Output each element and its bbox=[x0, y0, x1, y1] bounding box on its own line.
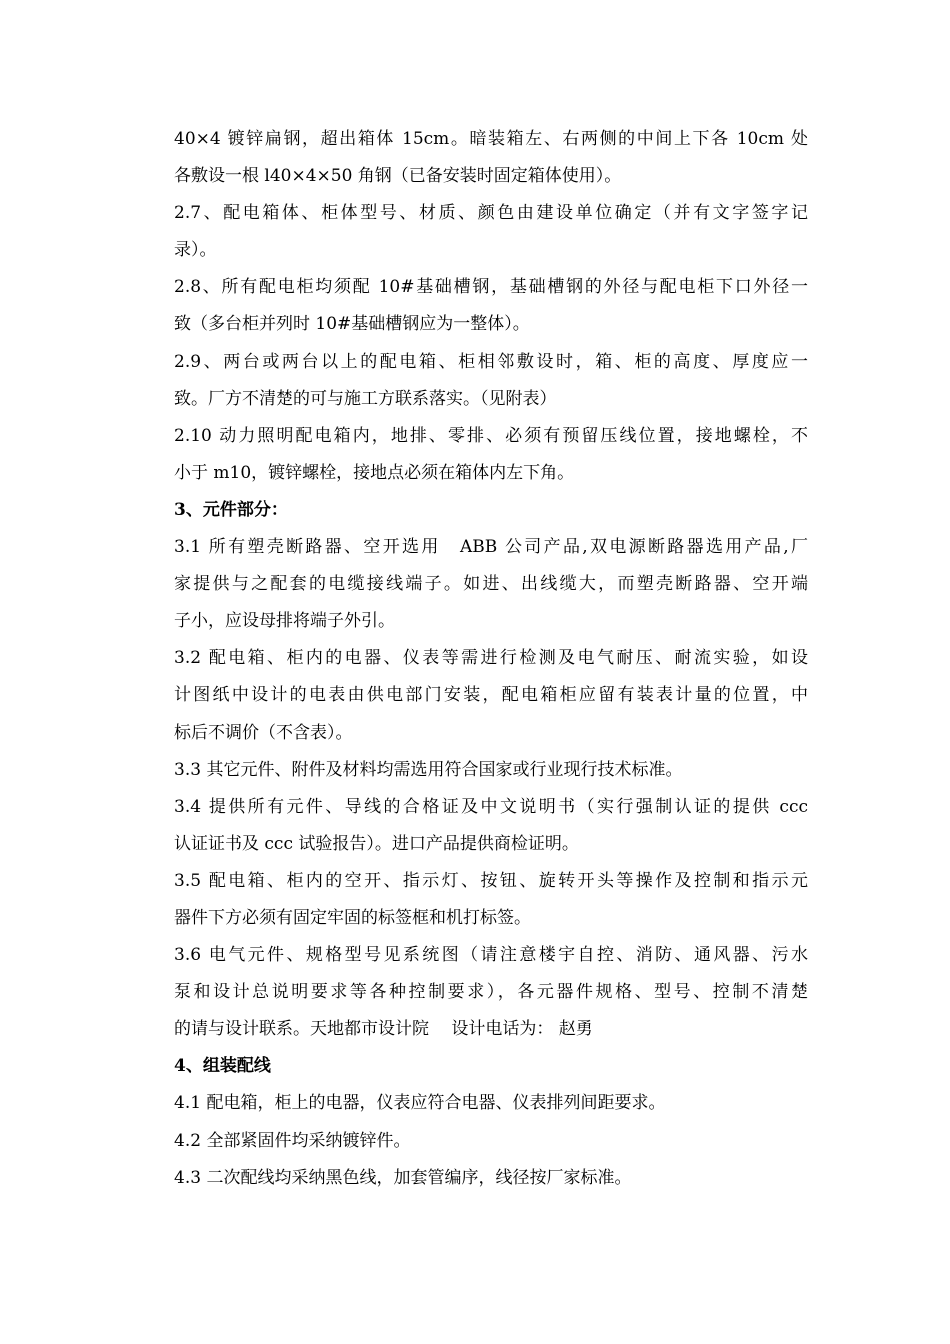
paragraph-line: 4.1 配电箱，柜上的电器，仪表应符合电器、仪表排列间距要求。 bbox=[174, 1093, 666, 1114]
paragraph-line: 3.4 提供所有元件、导线的合格证及中文说明书（实行强制认证的提供 ccc bbox=[174, 796, 808, 817]
paragraph-line: 4.2 全部紧固件均采纳镀锌件。 bbox=[174, 1130, 411, 1151]
section-heading: 3、元件部分： bbox=[174, 499, 288, 520]
paragraph-line: 2.9、两台或两台以上的配电箱、柜相邻敷设时，箱、柜的高度、厚度应一 bbox=[174, 351, 808, 372]
paragraph-line: 2.7、配电箱体、柜体型号、材质、颜色由建设单位确定（并有文字签字记 bbox=[174, 203, 808, 224]
paragraph-line: 3.1 所有塑壳断路器、空开选用 ABB 公司产品,双电源断路器选用产品,厂 bbox=[174, 537, 808, 558]
paragraph-line: 各敷设一根 l40×4×50 角钢（已备安装时固定箱体使用）。 bbox=[174, 166, 622, 187]
paragraph-line: 3.6 电气元件、规格型号见系统图（请注意楼宇自控、消防、通风器、污水 bbox=[174, 945, 808, 966]
paragraph-line: 3.5 配电箱、柜内的空开、指示灯、按钮、旋转开头等操作及控制和指示元 bbox=[174, 870, 808, 891]
paragraph-line: 40×4 镀锌扁钢，超出箱体 15cm。暗装箱左、右两侧的中间上下各 10cm 处 bbox=[174, 129, 808, 149]
paragraph-line: 标后不调价（不含表）。 bbox=[174, 722, 353, 743]
paragraph-line: 的请与设计联系。天地都市设计院 设计电话为： 赵勇 bbox=[174, 1019, 593, 1040]
paragraph-line: 小于 m10，镀锌螺栓，接地点必须在箱体内左下角。 bbox=[174, 462, 575, 483]
section-heading: 4、组装配线 bbox=[174, 1056, 271, 1077]
paragraph-line: 认证证书及 ccc 试验报告）。进口产品提供商检证明。 bbox=[174, 833, 579, 854]
paragraph-line: 3.2 配电箱、柜内的电器、仪表等需进行检测及电气耐压、耐流实验，如设 bbox=[174, 648, 808, 669]
paragraph-line: 泵和设计总说明要求等各种控制要求），各元器件规格、型号、控制不清楚 bbox=[174, 982, 808, 1003]
paragraph-line: 致（多台柜并列时 10#基础槽钢应为一整体）。 bbox=[174, 314, 530, 335]
paragraph-line: 子小，应设母排将端子外引。 bbox=[174, 611, 395, 632]
paragraph-line: 致。厂方不清楚的可与施工方联系落实。（见附表） bbox=[174, 388, 557, 409]
paragraph-line: 家提供与之配套的电缆接线端子。如进、出线缆大，而塑壳断路器、空开端 bbox=[174, 574, 808, 595]
paragraph-line: 器件下方必须有固定牢固的标签框和机打标签。 bbox=[174, 907, 531, 928]
paragraph-line: 计图纸中设计的电表由供电部门安装，配电箱柜应留有装表计量的位置，中 bbox=[174, 685, 808, 706]
paragraph-line: 2.8、所有配电柜均须配 10#基础槽钢，基础槽钢的外径与配电柜下口外径一 bbox=[174, 277, 808, 298]
paragraph-line: 录）。 bbox=[174, 240, 217, 261]
paragraph-line: 2.10 动力照明配电箱内，地排、零排、必须有预留压线位置，接地螺栓，不 bbox=[174, 425, 808, 446]
document-body bbox=[174, 121, 808, 1197]
paragraph-line: 3.3 其它元件、附件及材料均需选用符合国家或行业现行技术标准。 bbox=[174, 759, 683, 780]
paragraph-line: 4.3 二次配线均采纳黑色线，加套管编序，线径按厂家标准。 bbox=[174, 1167, 632, 1188]
